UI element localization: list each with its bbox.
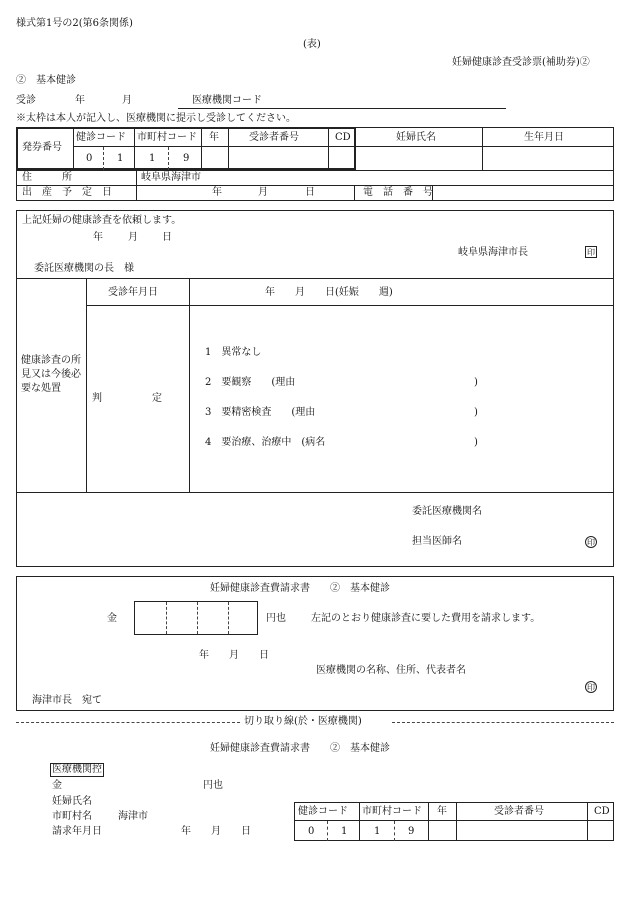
col-line <box>587 802 588 841</box>
digit-divider <box>394 821 395 841</box>
side-label: (表) <box>303 39 321 50</box>
institution-info-label: 医療機関の名称、住所、代表者名 <box>316 665 466 676</box>
stub-claim-date-label: 請求年月日 <box>52 826 102 837</box>
invoice-addressee: 海津市長 宛て <box>32 695 102 706</box>
invoice-yen: 円也 <box>266 613 286 624</box>
digit-divider <box>168 147 169 170</box>
amount-divider <box>197 602 198 634</box>
col-line <box>428 802 429 841</box>
amount-divider <box>228 602 229 634</box>
visit-date-value: 年 月 日(妊娠 週) <box>265 287 393 298</box>
col-line <box>136 170 137 201</box>
col-line <box>328 127 329 170</box>
amount-divider <box>166 602 167 634</box>
row-line <box>16 492 614 493</box>
exam-code-digit: 1 <box>117 153 124 164</box>
institution-seal-icon: 印 <box>587 683 595 692</box>
ticket-title: 妊婦健康診査受診票(補助券)② <box>452 57 590 68</box>
cut-line-left <box>16 722 240 723</box>
institution-code-label: 医療機関コード <box>192 95 262 106</box>
stub-claim-date: 年 月 日 <box>181 826 251 837</box>
stub-year-col-label: 年 <box>437 806 447 817</box>
city-code-label: 市町村コード <box>137 132 197 143</box>
option-treatment: 4 要治療、治療中 (病名 <box>205 437 326 448</box>
row-line <box>16 170 614 171</box>
due-month: 月 <box>258 187 268 198</box>
cut-line-label: 切り取り線(於・医療機関) <box>244 716 362 727</box>
stub-city-code-label: 市町村コード <box>362 806 422 817</box>
col-line <box>228 127 229 170</box>
stub-copy-label: 医療機関控 <box>52 764 102 775</box>
address-value: 岐阜県海津市 <box>141 172 201 183</box>
col-line <box>359 802 360 841</box>
exam-code-digit: 0 <box>86 153 93 164</box>
stub-patient-no-label: 受診者番号 <box>494 806 544 817</box>
row-line <box>294 820 614 821</box>
form-number: 様式第1号の2(第6条関係) <box>16 18 133 29</box>
address-label: 住 所 <box>22 172 72 183</box>
col-line <box>73 127 74 170</box>
stub-exam-code-digit: 0 <box>308 826 315 837</box>
visit-month-label: 月 <box>122 95 132 106</box>
close-paren: ) <box>474 407 478 418</box>
judgement-label: 判 定 <box>92 393 162 404</box>
mayor-seal-icon: 印 <box>587 248 595 257</box>
col-line <box>482 127 483 170</box>
stub-money-label: 金 <box>52 780 62 791</box>
col-line <box>354 185 355 201</box>
invoice-date: 年 月 日 <box>199 650 269 661</box>
visit-year-label: 年 <box>75 95 85 106</box>
invoice-box <box>16 576 614 711</box>
row-line <box>16 185 614 186</box>
row-line <box>16 278 614 279</box>
stub-city-value: 海津市 <box>118 811 148 822</box>
col-line <box>189 278 190 492</box>
digit-divider <box>327 821 328 841</box>
col-line <box>134 127 135 170</box>
doctor-name-label: 担当医師名 <box>412 536 462 547</box>
institution-code-line <box>178 108 506 109</box>
stub-yen: 円也 <box>203 780 223 791</box>
col-line <box>201 127 202 170</box>
birth-label: 生年月日 <box>524 132 564 143</box>
request-day: 日 <box>162 232 172 243</box>
city-code-digit: 9 <box>183 153 190 164</box>
stub-name-label: 妊婦氏名 <box>52 796 92 807</box>
row-line <box>86 305 614 306</box>
digit-divider <box>103 147 104 170</box>
name-label: 妊婦氏名 <box>396 132 436 143</box>
close-paren: ) <box>474 437 478 448</box>
option-normal: 1 異常なし <box>205 347 262 358</box>
row-line <box>73 146 614 147</box>
cd-label: CD <box>335 132 351 143</box>
close-paren: ) <box>474 377 478 388</box>
mayor-label: 岐阜県海津市長 <box>458 247 528 258</box>
exam-code-label: 健診コード <box>76 132 126 143</box>
stub-city-code-digit: 9 <box>408 826 415 837</box>
section-label: ② 基本健診 <box>16 75 76 86</box>
cut-line-right <box>392 722 614 723</box>
due-day: 日 <box>305 187 315 198</box>
stub-city-label: 市町村名 <box>52 811 92 822</box>
request-text: 上記妊婦の健康診査を依頼します。 <box>22 215 182 226</box>
ticket-no-label: 発券番号 <box>22 142 62 153</box>
col-line <box>456 802 457 841</box>
invoice-money-label: 金 <box>107 613 117 624</box>
city-code-digit: 1 <box>149 153 156 164</box>
request-month: 月 <box>128 232 138 243</box>
col-line <box>86 278 87 492</box>
invoice-title: 妊婦健康診査費請求書 ② 基本健診 <box>210 583 390 594</box>
visit-date-col: 受診年月日 <box>108 287 158 298</box>
to-institution: 委託医療機関の長 様 <box>34 263 134 274</box>
request-year: 年 <box>93 232 103 243</box>
option-observe: 2 要観察 (理由 <box>205 377 296 388</box>
due-year: 年 <box>212 187 222 198</box>
instruction-note: ※太枠は本人が記入し、医療機関に提示し受診してください。 <box>16 113 296 124</box>
amount-box <box>134 601 258 635</box>
stub-exam-code-digit: 1 <box>341 826 348 837</box>
phone-label: 電 話 番 号 <box>363 187 433 198</box>
doctor-seal-icon: 印 <box>587 538 595 547</box>
year-col-label: 年 <box>209 132 219 143</box>
visit-label: 受診 <box>16 95 36 106</box>
patient-no-label: 受診者番号 <box>249 132 299 143</box>
option-detailed-exam: 3 要精密検査 (理由 <box>205 407 316 418</box>
stub-exam-code-label: 健診コード <box>298 806 348 817</box>
institution-name-label: 委託医療機関名 <box>412 506 482 517</box>
stub-city-code-digit: 1 <box>374 826 381 837</box>
findings-row-label: 健康診査の所見又は今後必要な処置 <box>21 355 81 394</box>
invoice-statement: 左記のとおり健康診査に要した費用を請求します。 <box>311 613 541 624</box>
stub-title: 妊婦健康診査費請求書 ② 基本健診 <box>210 743 390 754</box>
stub-cd-label: CD <box>594 806 610 817</box>
due-date-label: 出 産 予 定 日 <box>22 187 112 198</box>
